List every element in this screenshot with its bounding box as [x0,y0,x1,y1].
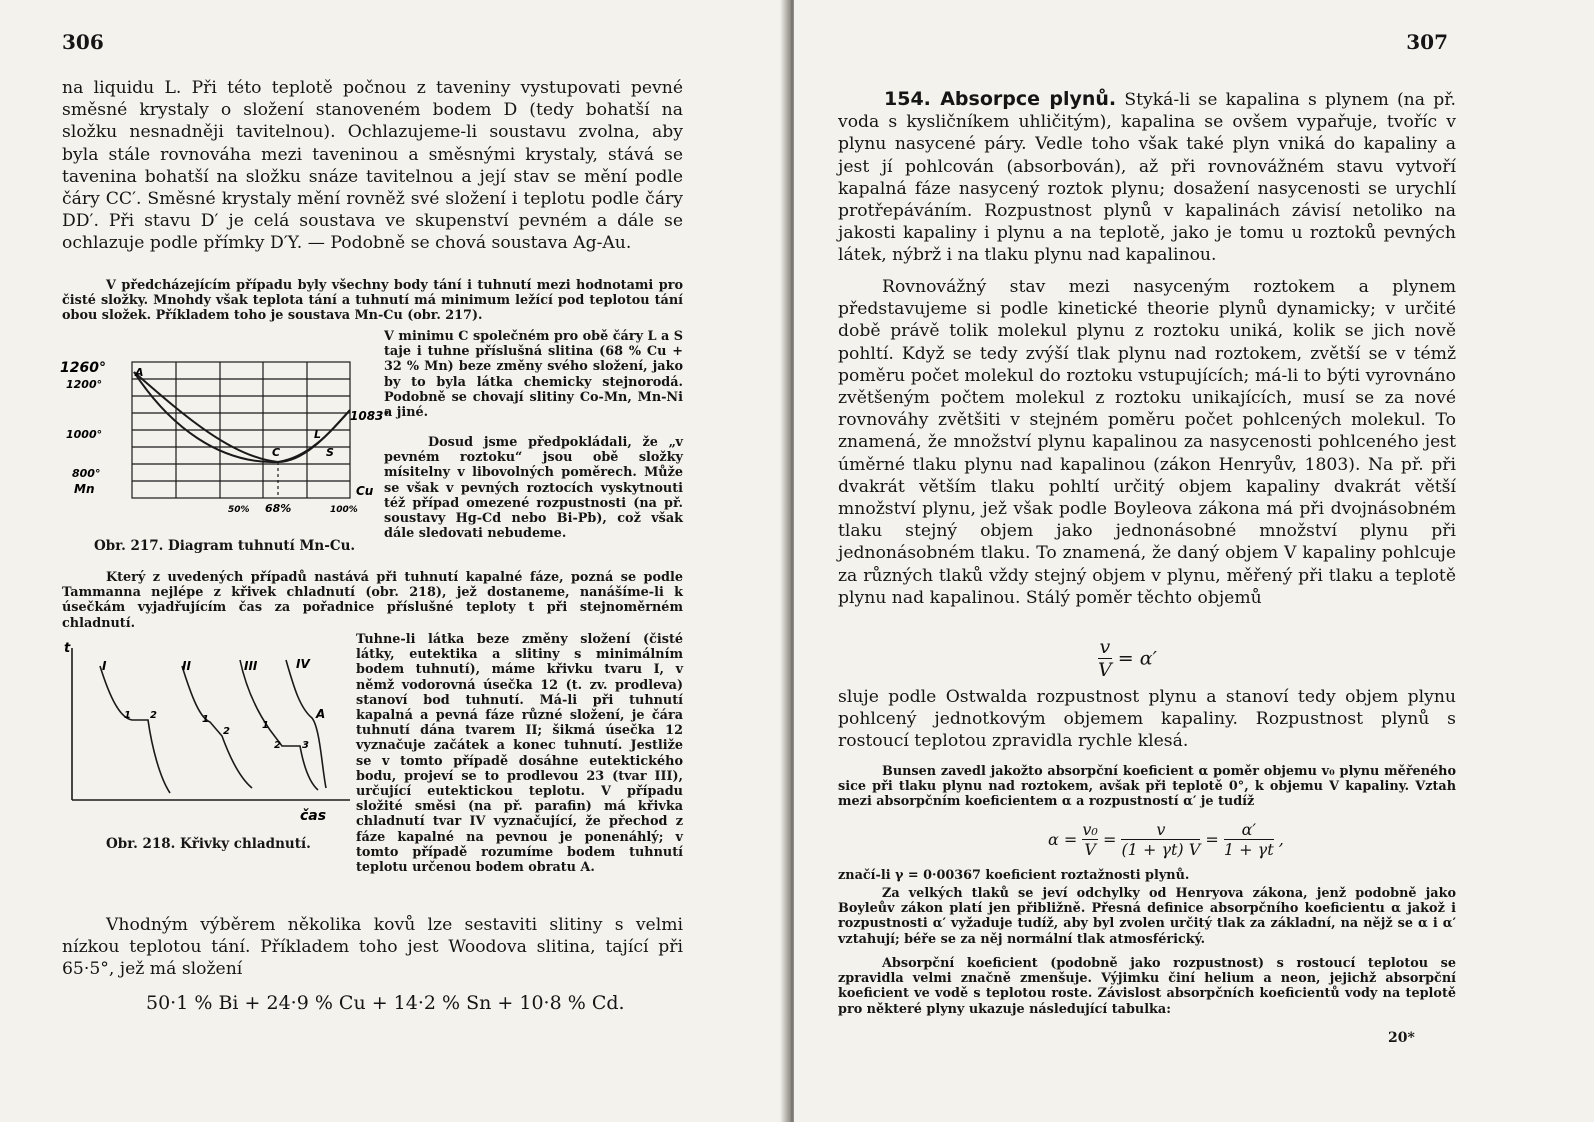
formula-ostwald-rhs: = α′ [1117,647,1157,670]
point-label-2c: 2 [274,740,281,751]
page-number-right: 307 [1406,30,1448,54]
curve-iv-label: IV [296,657,310,671]
curve-iii-label: III [244,659,258,673]
paragraph-minimum: V předcházejícím případu byly všechny body tání i tuhnutí mezi hodnotami pro čisté složky. Mnohdy však teplota tání a tuhnutí má minimum ležící pod teplotou tání obou složek. Příkladem toho je soustava Mn-Cu (obr. 217). [62,278,683,324]
fraction2-numerator: v [1156,820,1166,839]
formula-wood-composition: 50·1 % Bi + 24·9 % Cu + 14·2 % Sn + 10·8 % Cd. [146,992,625,1014]
paragraph-deviations: Za velkých tlaků se jeví odchylky od Henryova zákona, jenž podobně jako Boyleův zákon platí jen přibližně. Přesná definice absorpčního koeficientu α jakož i rozpustnosti α′ vyžaduje tudíž, aby byl zvolen určitý tlak za základní, na nějž se α i α′ vztahují; béře se za něj normální tlak atmosférický. [838,886,1456,947]
paragraph-solid-solution: Dosud jsme předpokládali, že „v pevném roztoku“ jsou obě složky mísitelny v libovolných poměrech. Může se však v pevných roztocích vyskytnouti též případ omezené rozpustnosti (na př. soustavy Hg-Cd nebo Bi-Pb), což však dále sledovati nebudeme. [384,435,683,542]
right-page [794,0,1594,1122]
paragraph-tammann: Který z uvedených případů nastává při tuhnutí kapalné fáze, pozná se podle Tammanna nejlépe z křivek chladnutí (obr. 218), jež dostaneme, nanášíme-li k úsečkám vyjadřujícím čas za pořadnice příslušné teploty t při stejnoměrném chladnutí. [62,570,683,631]
formula-tail: , [1278,830,1284,849]
curve-label-s: S [326,446,334,459]
formula-ostwald [1098,636,1157,681]
figure-217-diagram [60,352,390,524]
paragraph-wood-alloy: Vhodným výběrem několika kovů lze sestaviti slitiny s velmi nízkou teplotou tání. Příkladem toho jest Woodova slitina, tající při 65·5°, jež má složení [62,915,683,980]
y-tick-1260: 1260° [60,360,106,376]
curve-ii-label: II [182,659,191,673]
section-heading: 154. Absorpce plynů. [884,88,1117,110]
fraction2-denominator: (1 + γt) V [1121,840,1201,859]
paragraph-liquidus: na liquidu L. Při této teplotě počnou z taveniny vystupovati pevné směsné krystaly o složení stanoveném bodem D (tedy bohatší na složku nesnadněji tavitelnou). Ochlazujeme-li soustavu zvolna, aby byla stále rovnováha mezi taveninou a směsnými krystaly, stává se tavenina bohatší na složku snáze tavitelnou a její stav se mění podle čáry CC′. Směsné krystaly mění rovněž své složení i teplotu podle čáry DD′. Při stavu D′ je celá soustava ve skupenství pevném a dále se ochlazuje podle přímky D′Y. — Podobně se chová soustava Ag-Au. [62,78,683,254]
formula-eq2: = [1205,830,1219,849]
fraction3-denominator: 1 + γt [1223,840,1274,859]
fraction3-numerator: α′ [1241,820,1256,839]
figure-218-caption: Obr. 218. Křivky chladnutí. [106,836,311,852]
paragraph-cooling-types: Tuhne-li látka beze změny složení (čisté látky, eutektika a slitiny s minimálním bodem tuhnutí), máme křivku tvaru I, v němž vodorovná úsečka 12 (t. zv. prodleva) stanoví bod tuhnutí. Má-li při tuhnutí kapalná a pevná fáze různé složení, je čára tuhnutí dána tvarem II; šikmá úsečka 12 vyznačuje začátek a konec tuhnutí. Jestliže se v tomto případě dosáhne eutektického bodu, projeví se to prodlevou 23 (tvar III), určující eutektickou teplotu. V případu složité směsi (na př. parafin) má křivka chladnutí tvar IV vyznačující, že přechod z fáze kapalné na pevnou je ponenáhlý; v tomto případě rozumíme bodem tuhnutí teplotu určenou bodem obratu A. [356,632,683,876]
curve-label-a: A [135,366,144,379]
paragraph-henry-law: Rovnovážný stav mezi nasyceným roztokem a plynem představujeme si podle kinetické theorie plynů dynamicky; v určité době právě tolik molekul plynu z roztoku uniká, kolik se jich nově pohltí. Když se tedy zvýší tlak plynu nad roztokem, zvětší se v témž poměru počet molekul do roztoku vstupujících; má-li to býti vyrovnáno zvětšeným počtem molekul z roztoku unikajících, musí se za nové rovnováhy zvětšiti v stejném poměru počet pohlcených molekul. To znamená, že množství plynu kapalinou za nasycenosti pohlceného jest úměrné tlaku plynu nad kapalinou (zákon Henryův, 1803). Na př. při dvakrát větším tlaku pohltí určitý objem kapaliny dvakrát větší množství plynu, jež však podle Boyleova zákona má při dvojnásobném tlaku stejný objem jako jednonásobné množství plynu při jednonásobném tlaku. To znamená, že daný objem V kapaliny pohlcuje za různých tlaků vždy stejný objem v plynu, měřený při tlaku a teplotě plynu nad kapalinou. Stálý poměr těchto objemů [838,277,1456,608]
left-page [0,0,790,1122]
axis-time-label: čas [300,808,327,824]
formula-ostwald-denominator: V [1098,659,1112,681]
fraction1-denominator: V [1084,840,1096,859]
point-label-1b: 1 [202,714,209,725]
formula-ostwald-numerator: v [1099,636,1111,658]
figure-218-cooling-curves [60,638,350,830]
x-tick-100: 100% [330,505,358,515]
paragraph-gamma: značí-li γ = 0·00367 koeficient roztažnosti plynů. [838,868,1190,883]
fraction1-numerator: v₀ [1082,820,1098,839]
section-154-intro [838,88,1456,267]
formula-lhs: α = [1048,830,1078,849]
point-label-2a: 2 [150,710,157,721]
x-tick-50: 50% [228,505,250,515]
y-tick-1000: 1000° [66,428,103,441]
paragraph-ostwald-solubility: sluje podle Ostwalda rozpustnost plynu a stanoví tedy objem plynu pohlcený jednotkovým objemem kapaliny. Rozpustnost plynů s rostoucí teplotou zpravidla rychle klesá. [838,687,1456,752]
y-tick-1200: 1200° [66,378,103,391]
axis-t-label: t [64,641,71,656]
page-number-left: 306 [62,30,104,54]
y-tick-800: 800° [72,467,101,480]
point-label-a: A [316,707,326,721]
curve-label-c: C [272,446,281,459]
point-label-3c: 3 [302,740,309,751]
point-label-1a: 1 [124,710,131,721]
paragraph-minimum-c: V minimu C společném pro obě čáry L a S taje i tuhne příslušná slitina (68 % Cu + 32 % Mn) beze změny svého složení, jako by to byla látka chemicky stejnorodá. Podobně se chovají slitiny Co-Mn, Mn-Ni a jiné. [384,329,683,421]
formula-bunsen [1048,820,1284,859]
figure-217-caption: Obr. 217. Diagram tuhnutí Mn-Cu. [94,538,356,554]
x-tick-68: 68% [265,502,292,515]
formula-eq1: = [1102,830,1117,849]
sheet-signature: 20* [1388,1030,1415,1046]
label-1083: 1083° [350,409,390,423]
point-label-2b: 2 [223,726,230,737]
paragraph-absorption: Styká-li se kapalina s plynem (na př. voda s kysličníkem uhličitým), kapalina se ovšem vypařuje, tvoříc v plynu nasycené páry. Vedle toho však také plyn vniká do kapaliny a jest jí pohlcován (absorbován), až při rovnovážném stavu vytvoří kapalná fáze nasycený roztok plynu; dosažení nasycenosti se urychlí protřepáváním. Rozpustnost plynů v kapalinách závisí netoliko na jakosti kapaliny i plynu a na teplotě, jako je tomu u roztoků pevných látek, nýbrž i na tlaku plynu nad kapalinou. [838,90,1456,266]
curve-label-l: L [314,428,322,441]
paragraph-bunsen: Bunsen zavedl jakožto absorpční koeficient α poměr objemu v₀ plynu měřeného sice při tlaku plynu nad roztokem, avšak při teplotě 0°, k objemu V kapaliny. Vztah mezi absorpčním koeficientem α a rozpustností α′ je tudíž [838,764,1456,810]
paragraph-absorption-coefficient: Absorpční koeficient (podobně jako rozpustnost) s rostoucí teplotou se zpravidla velmi značně zmenšuje. Výjimku činí helium a neon, jejichž absorpční koeficient ve vodě s teplotou roste. Závislost absorpčních koeficientů vody na teplotě pro některé plyny ukazuje následující tabulka: [838,956,1456,1017]
label-mn: Mn [74,482,95,496]
point-label-1c: 1 [262,720,269,731]
label-cu: Cu [356,484,374,498]
curve-i-label: I [102,659,107,673]
